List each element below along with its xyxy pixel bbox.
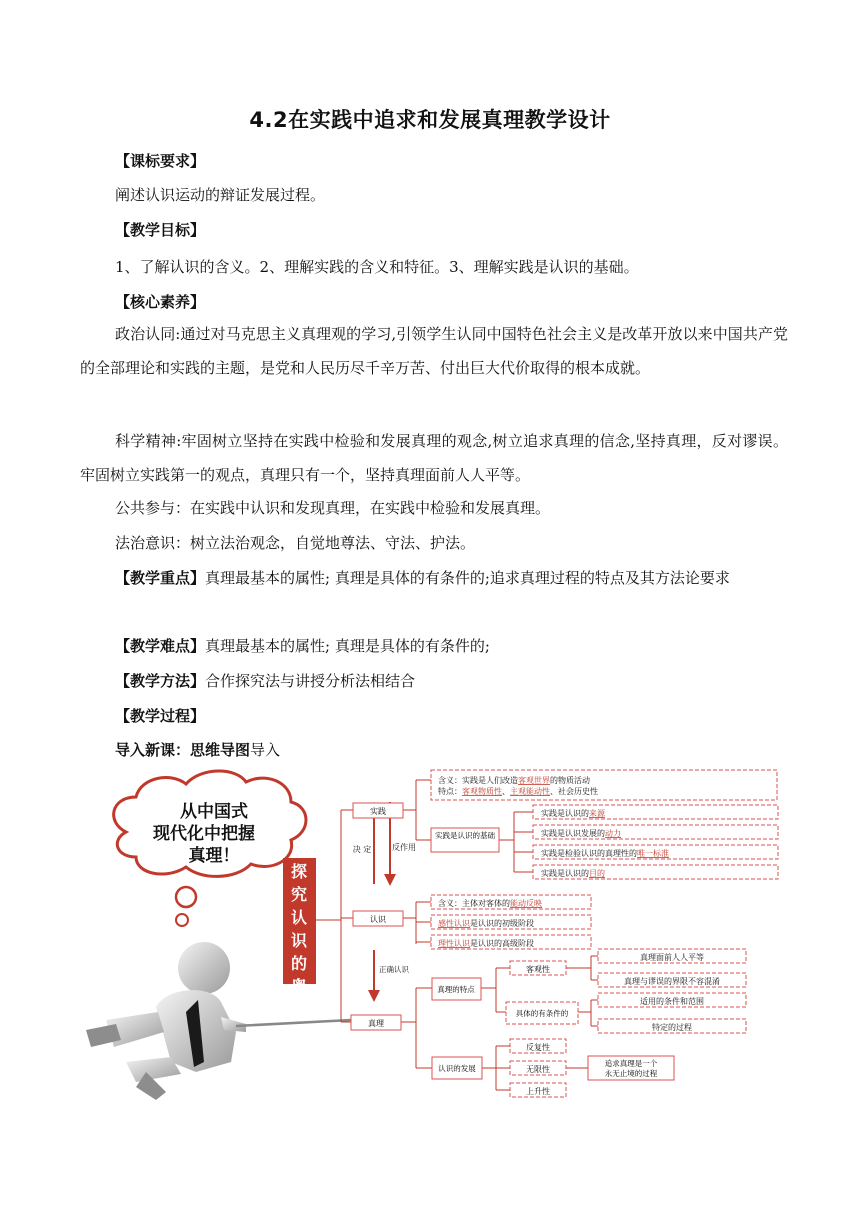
svg-text:识: 识 xyxy=(290,931,308,950)
basis-items xyxy=(533,805,778,879)
svg-text:真理: 真理 xyxy=(368,1019,384,1028)
truth-subitems xyxy=(598,949,746,1033)
svg-text:感性认识是认识的初级阶段: 感性认识是认识的初级阶段 xyxy=(438,919,534,928)
box-development xyxy=(432,1057,482,1079)
paragraph-method xyxy=(115,671,790,691)
difficult-text: 真理最基本的属性; 真理是具体的有条件的; xyxy=(205,637,490,655)
bubble-line-3: 真理！ xyxy=(188,846,240,866)
bubble-line-2: 现代化中把握 xyxy=(153,824,255,844)
paragraph-politics: 政治认同:通过对马克思主义真理观的学习,引领学生认同中国特色社会主义是改革开放以来中国共产党的全部理论和实践的主题，是党和人民历尽千辛万苦、付出巨大代价取得的根本成就。 xyxy=(80,325,788,377)
svg-text:特定的过程: 特定的过程 xyxy=(652,1023,692,1032)
paragraph-key xyxy=(80,561,788,595)
cognition-items xyxy=(431,895,591,949)
document-title: 4.2在实践中追求和发展真理教学设计 xyxy=(249,108,611,132)
svg-text:的: 的 xyxy=(290,954,308,973)
svg-text:实践是认识的来源: 实践是认识的来源 xyxy=(541,809,605,818)
svg-text:认: 认 xyxy=(290,908,308,927)
svg-text:实践是认识的目的: 实践是认识的目的 xyxy=(541,869,605,878)
svg-text:认识: 认识 xyxy=(370,915,386,924)
intro-rest: 导入 xyxy=(250,741,281,759)
heading-standard: 【课标要求】 xyxy=(115,152,206,170)
svg-text:实践是认识的基础: 实践是认识的基础 xyxy=(435,831,495,840)
mind-map xyxy=(86,762,784,1102)
heading-method: 【教学方法】 xyxy=(115,672,206,690)
svg-text:客观性: 客观性 xyxy=(526,965,550,974)
box-conditional xyxy=(506,1002,578,1024)
arrow-correct xyxy=(368,950,409,1002)
heading-literacy: 【核心素养】 xyxy=(115,293,206,311)
box-development-note xyxy=(588,1056,674,1080)
paragraph-law: 法治意识：树立法治观念，自觉地尊法、守法、护法。 xyxy=(115,534,476,552)
svg-text:实践是检验认识的真理性的唯一标准: 实践是检验认识的真理性的唯一标准 xyxy=(541,849,669,858)
intro-bold: 导入新课：思维导图 xyxy=(115,741,251,759)
svg-text:真理的特点: 真理的特点 xyxy=(437,985,475,994)
svg-text:探: 探 xyxy=(290,862,308,881)
box-practice-basis xyxy=(431,828,499,852)
svg-text:反复性: 反复性 xyxy=(526,1043,550,1052)
svg-text:认识的发展: 认识的发展 xyxy=(438,1064,476,1073)
intro-line xyxy=(115,740,790,760)
heading-key: 【教学重点】 xyxy=(115,569,206,587)
thought-bubble xyxy=(114,771,306,926)
mind-map-svg xyxy=(86,762,784,1102)
key-text: 真理最基本的属性; 真理是具体的有条件的;追求真理过程的特点及其方法论要求 xyxy=(205,569,730,587)
label-decide: 决 定 xyxy=(352,845,372,854)
node-practice xyxy=(353,803,403,818)
svg-text:奥: 奥 xyxy=(290,977,308,996)
svg-text:理性认识是认识的高级阶段: 理性认识是认识的高级阶段 xyxy=(438,939,534,948)
paragraph-science: 科学精神:牢固树立坚持在实践中检验和发展真理的观念,树立追求真理的信念,坚持真理，反对谬误。牢固树立实践第一的观点，真理只有一个，坚持真理面前人人平等。 xyxy=(80,432,788,484)
development-items xyxy=(510,1039,566,1097)
svg-text:究: 究 xyxy=(290,885,308,904)
svg-text:含义：实践是人们改造客观世界的物质活动: 含义：实践是人们改造客观世界的物质活动 xyxy=(438,776,590,785)
box-truth-features xyxy=(432,978,481,1000)
method-text: 合作探究法与讲授分析法相结合 xyxy=(205,672,416,690)
box-practice-definition xyxy=(431,770,777,800)
node-cognition xyxy=(353,911,403,926)
svg-text:真理面前人人平等: 真理面前人人平等 xyxy=(640,953,704,962)
svg-text:永无止境的过程: 永无止境的过程 xyxy=(604,1069,658,1078)
heading-difficult: 【教学难点】 xyxy=(115,637,206,655)
node-truth xyxy=(351,1015,401,1030)
paragraph-public: 公共参与：在实践中认识和发现真理，在实践中检验和发展真理。 xyxy=(115,499,551,517)
heading-process: 【教学过程】 xyxy=(115,707,206,725)
svg-text:实践是认识发展的动力: 实践是认识发展的动力 xyxy=(541,829,621,838)
heading-goals: 【教学目标】 xyxy=(115,221,206,239)
paragraph-difficult xyxy=(115,636,790,656)
box-objective xyxy=(510,961,566,975)
svg-text:适用的条件和范围: 适用的条件和范围 xyxy=(640,997,704,1006)
svg-text:具体的有条件的: 具体的有条件的 xyxy=(515,1009,569,1018)
standard-text: 阐述认识运动的辩证发展过程。 xyxy=(115,186,326,204)
svg-text:真理与谬误的界限不容混淆: 真理与谬误的界限不容混淆 xyxy=(624,977,720,986)
bubble-line-1: 从中国式 xyxy=(180,802,248,822)
svg-text:含义：主体对客体的能动反映: 含义：主体对客体的能动反映 xyxy=(438,899,542,908)
label-correct: 正确认识 xyxy=(379,965,409,974)
svg-text:特点：客观物质性、主观能动性、社会历史性: 特点：客观物质性、主观能动性、社会历史性 xyxy=(438,787,598,796)
svg-text:无限性: 无限性 xyxy=(526,1065,550,1074)
svg-text:上升性: 上升性 xyxy=(526,1087,550,1096)
goals-text: 1、了解认识的含义。2、理解实践的含义和特征。3、理解实践是认识的基础。 xyxy=(115,258,639,276)
svg-text:追求真理是一个: 追求真理是一个 xyxy=(604,1059,658,1068)
label-react: 反作用 xyxy=(392,843,416,852)
svg-text:实践: 实践 xyxy=(370,807,386,816)
